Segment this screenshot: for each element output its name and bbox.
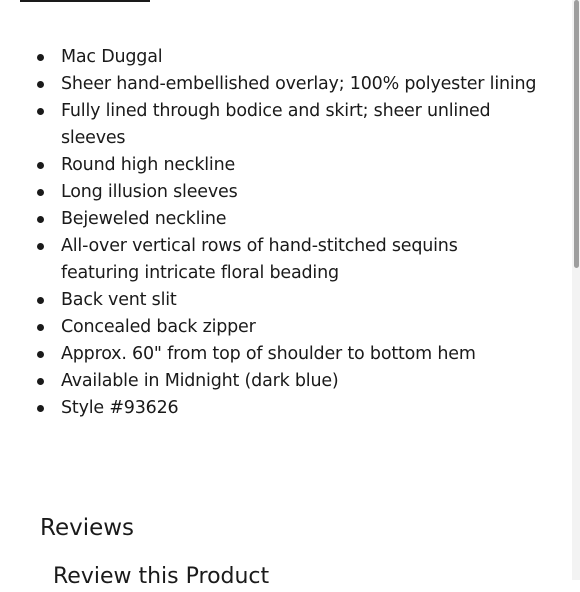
list-item — [0, 395, 560, 422]
list-item — [0, 206, 560, 233]
feature-text: Style #93626 — [61, 398, 179, 418]
bullet-icon — [37, 54, 44, 61]
bullet-icon — [37, 297, 44, 304]
feature-text: Sheer hand-embellished overlay; 100% polyester lining — [61, 74, 537, 94]
bullet-icon — [37, 108, 44, 115]
list-item — [0, 44, 560, 71]
bullet-icon — [37, 189, 44, 196]
bullet-icon — [37, 243, 44, 250]
scrollbar-track[interactable] — [572, 0, 580, 580]
feature-text: Back vent slit — [61, 290, 177, 310]
feature-text: All-over vertical rows of hand-stitched sequins featuring intricate floral beading — [61, 236, 458, 283]
feature-text: Concealed back zipper — [61, 317, 256, 337]
bullet-icon — [37, 351, 44, 358]
list-item — [0, 287, 560, 314]
reviews-heading: Reviews — [40, 515, 135, 541]
list-item — [0, 368, 560, 395]
bullet-icon — [37, 324, 44, 331]
feature-text: Approx. 60" from top of shoulder to bottom hem — [61, 344, 476, 364]
list-item — [0, 98, 560, 152]
feature-text: Bejeweled neckline — [61, 209, 227, 229]
bullet-icon — [37, 405, 44, 412]
list-item — [0, 233, 560, 287]
feature-text: Long illusion sleeves — [61, 182, 238, 202]
list-item — [0, 152, 560, 179]
review-this-product-link[interactable]: Review this Product — [53, 564, 270, 589]
bullet-icon — [37, 378, 44, 385]
bullet-icon — [37, 216, 44, 223]
list-item — [0, 341, 560, 368]
bullet-icon — [37, 162, 44, 169]
bullet-icon — [37, 81, 44, 88]
section-divider — [20, 0, 150, 2]
list-item — [0, 71, 560, 98]
feature-text: Round high neckline — [61, 155, 236, 175]
feature-text: Available in Midnight (dark blue) — [61, 371, 339, 391]
product-features-list — [0, 44, 560, 422]
feature-text: Mac Duggal — [61, 47, 163, 67]
list-item — [0, 179, 560, 206]
list-item — [0, 314, 560, 341]
scrollbar-thumb[interactable] — [574, 0, 579, 268]
feature-text: Fully lined through bodice and skirt; sheer unlined sleeves — [61, 101, 491, 148]
